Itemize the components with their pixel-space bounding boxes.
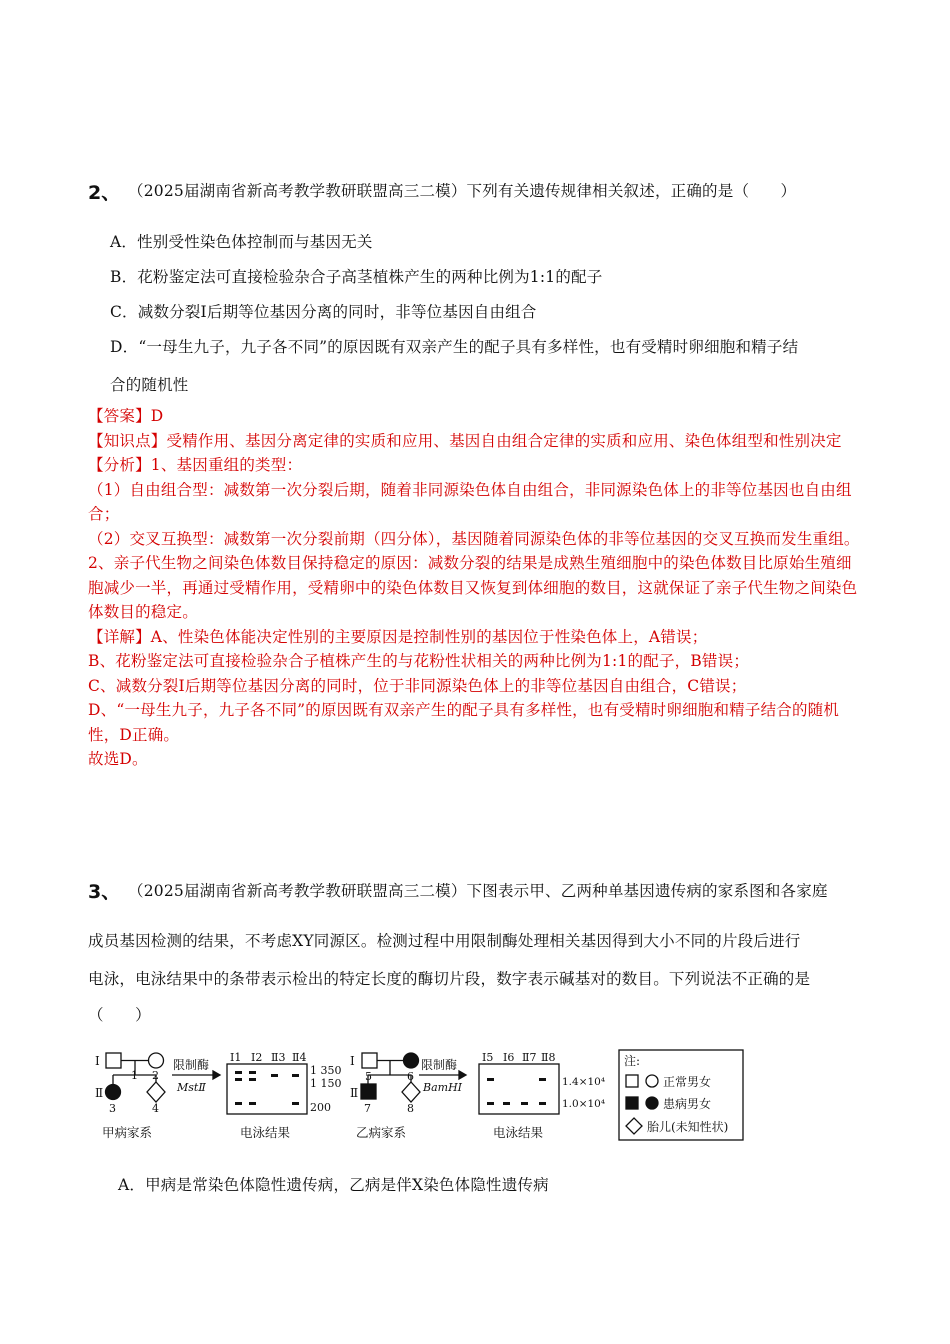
caption-yi-pedigree: 乙病家系 [356, 1125, 407, 1140]
option-d: D．“一母生九子，九子各不同”的原因既有双亲产生的配子具有多样性，也有受精时卵细胞和精子结 [110, 338, 799, 356]
legend-normal-label: 正常男女 [663, 1075, 712, 1089]
option-b: B．花粉鉴定法可直接检验杂合子高茎植株产生的两种比例为1:1的配子 [110, 268, 603, 286]
pedigree-female-affected-6 [404, 1053, 419, 1068]
band-size-1.0e4: 1.0×10⁴ [562, 1098, 606, 1110]
pedigree-fetus-4 [147, 1082, 165, 1102]
generation-label-I-jia: Ⅰ [95, 1054, 100, 1068]
lane-label-7: Ⅱ7 [522, 1051, 537, 1064]
individual-4: 4 [152, 1102, 159, 1115]
analysis-title: 【分析】1、基因重组的类型： [88, 456, 303, 474]
generation-label-I-yi: Ⅰ [350, 1054, 355, 1068]
caption-yi-gel: 电泳结果 [493, 1125, 544, 1140]
pedigree-male-normal-1 [106, 1053, 121, 1068]
pedigree-male-affected-7 [361, 1084, 376, 1099]
individual-8: 8 [407, 1102, 414, 1115]
question-3-option-a: A．甲病是常染色体隐性遗传病，乙病是伴X染色体隐性遗传病 [118, 1176, 549, 1194]
legend-title: 注: [624, 1054, 641, 1068]
legend-fetus-label: 胎儿(未知性状) [647, 1120, 729, 1134]
lane-label-5: Ⅰ5 [482, 1051, 494, 1064]
question-3-stem-line-2: 成员基因检测的结果，不考虑XY同源区。检测过程中用限制酶处理相关基因得到大小不同的片段后进行 [88, 932, 801, 950]
question-3-stem-line-4: （ ） [88, 1006, 151, 1024]
band-size-1350: 1 350 [310, 1064, 342, 1077]
individual-6: 6 [407, 1070, 414, 1083]
lane-label-8: Ⅱ8 [541, 1051, 556, 1064]
legend-normal-male-icon [626, 1075, 638, 1087]
lane-label-6: Ⅰ6 [503, 1051, 515, 1064]
question-2-number: 2、 [88, 182, 121, 204]
lane-label-2: Ⅰ2 [251, 1051, 263, 1064]
individual-1: 1 [131, 1069, 138, 1082]
band-size-1150: 1 150 [310, 1077, 342, 1090]
detail-c: C、减数分裂Ⅰ后期等位基因分离的同时，位于非同源染色体上的非等位基因自由组合，C错误； [88, 676, 747, 695]
question-3-stem-line-1: （2025届湖南省新高考教学教研联盟高三二模）下图表示甲、乙两种单基因遗传病的家系图和各家庭 [128, 882, 828, 900]
conclusion: 故选D。 [88, 750, 148, 768]
pedigree-male-normal-5 [362, 1053, 377, 1068]
answer-explanation [88, 404, 863, 772]
enzyme-name-jia: MstⅡ [177, 1081, 206, 1094]
pedigree-figure [85, 1045, 755, 1145]
enzyme-label-yi: 限制酶 [421, 1058, 458, 1072]
generation-label-II-jia: Ⅱ [95, 1086, 104, 1100]
analysis-item-3: 2、亲子代生物之间染色体数目保持稳定的原因：减数分裂的结果是成熟生殖细胞中的染色体数目比原始生殖细胞减少一半，再通过受精作用，受精卵中的染色体数目又恢复到体细胞的数目，这就保证了亲子代生物之间染色体数目的稳定。 [88, 554, 858, 621]
legend-affected-female-icon [646, 1097, 658, 1109]
pedigree-female-affected-3 [106, 1085, 121, 1100]
option-c: C．减数分裂Ⅰ后期等位基因分离的同时，非等位基因自由组合 [110, 303, 537, 321]
knowledge-point: 【知识点】受精作用、基因分离定律的实质和应用、基因自由组合定律的实质和应用、染色体组型和性别决定 [88, 431, 842, 450]
legend-normal-female-icon [646, 1075, 658, 1087]
analysis-item-2: （2）交叉互换型：减数第一次分裂前期（四分体），基因随着同源染色体的非等位基因的交叉互换而发生重组。 [88, 529, 860, 548]
individual-7: 7 [364, 1102, 371, 1115]
enzyme-label-jia: 限制酶 [173, 1058, 210, 1072]
band-size-1.4e4: 1.4×10⁴ [562, 1076, 606, 1088]
pedigree-female-normal-2 [149, 1053, 164, 1068]
legend-affected-label: 患病男女 [663, 1097, 712, 1111]
question-3-stem-line-3: 电泳，电泳结果中的条带表示检出的特定长度的酶切片段，数字表示碱基对的数目。下列说法不正确的是 [88, 970, 811, 988]
legend-fetus-icon [626, 1118, 642, 1134]
lane-label-3: Ⅱ3 [271, 1051, 286, 1064]
generation-label-II-yi: Ⅱ [350, 1086, 359, 1100]
lane-label-1: Ⅰ1 [230, 1051, 242, 1064]
question-2-stem: （2025届湖南省新高考教学教研联盟高三二模）下列有关遗传规律相关叙述，正确的是（ ） [128, 182, 797, 200]
individual-3: 3 [109, 1102, 116, 1115]
question-3-number: 3、 [88, 881, 121, 903]
detail-b: B、花粉鉴定法可直接检验杂合子植株产生的与花粉性状相关的两种比例为1:1的配子，B错误； [88, 652, 750, 670]
band-size-200: 200 [310, 1101, 331, 1114]
individual-5: 5 [365, 1070, 372, 1083]
caption-jia-pedigree: 甲病家系 [102, 1125, 153, 1140]
enzyme-name-yi: BamHⅠ [423, 1081, 463, 1094]
individual-2: 2 [152, 1069, 159, 1082]
pedigree-fetus-8 [402, 1082, 420, 1102]
analysis-item-1: （1）自由组合型：减数第一次分裂后期，随着非同源染色体自由组合，非同源染色体上的非等位基因也自由组合； [88, 480, 852, 523]
option-a: A．性别受性染色体控制而与基因无关 [110, 233, 373, 251]
option-d-continued: 合的随机性 [110, 376, 189, 394]
caption-jia-gel: 电泳结果 [240, 1125, 291, 1140]
lane-label-4: Ⅱ4 [292, 1051, 307, 1064]
answer-line: 【答案】D [88, 407, 164, 425]
detail-d: D、“一母生九子，九子各不同”的原因既有双亲产生的配子具有多样性，也有受精时卵细胞和精子结合的随机性，D正确。 [88, 701, 840, 744]
legend-affected-male-icon [626, 1097, 638, 1109]
detail-a: 【详解】A、性染色体能决定性别的主要原因是控制性别的基因位于性染色体上，A错误； [88, 627, 708, 646]
gel-box-yi [479, 1064, 559, 1114]
